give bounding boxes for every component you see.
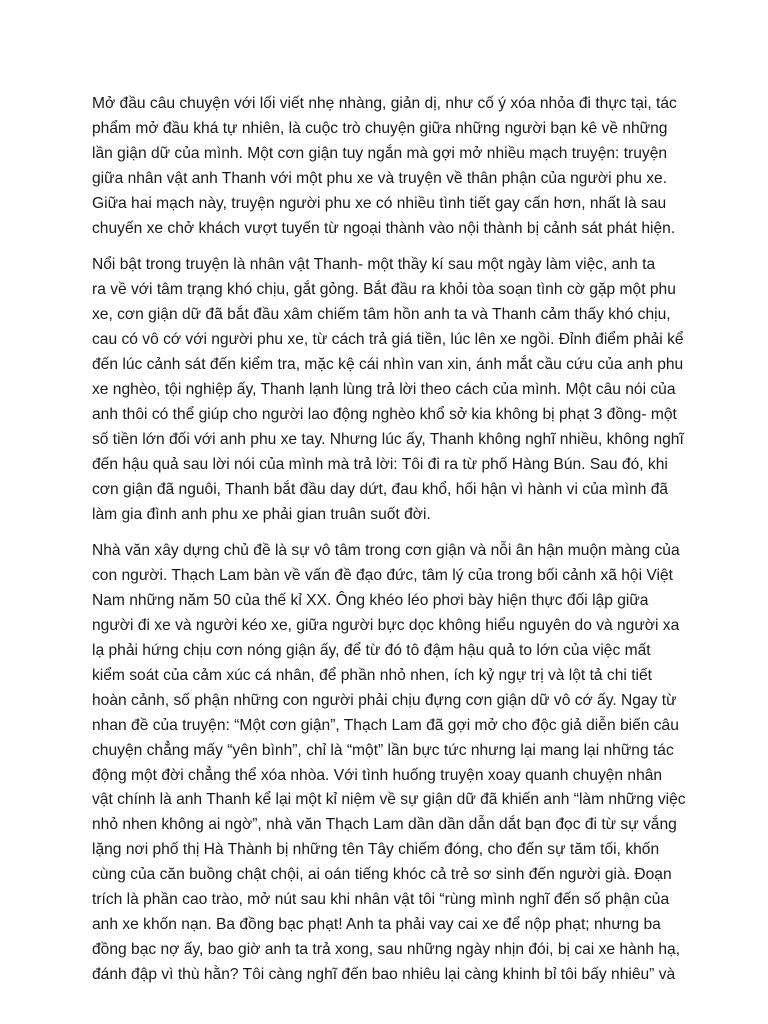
document-body <box>92 92 688 988</box>
paragraph-intro: Mở đầu câu chuyện với lối viết nhẹ nhàng, giản dị, như cố ý xóa nhỏa đi thực tại, tác phẩm mở đầu khá tự nhiên, là cuộc trò chuyện giữa những người bạn kê về những lần giận dữ của mình. Một cơn giận tuy ngắn mà gợi mở nhiều mạch truyện: truyện giữa nhân vật anh Thanh với một phu xe và truyện về thân phận của người phu xe. Giữa hai mạch này, truyện người phu xe có nhiều tình tiết gay cấn hơn, nhất là sau chuyến xe chở khách vượt tuyến từ ngoại thành vào nội thành bị cảnh sát phát hiện. <box>92 95 677 237</box>
paragraph-theme: Nhà văn xây dựng chủ đề là sự vô tâm trong cơn giận và nỗi ân hận muộn màng của con người. Thạch Lam bàn về vấn đề đạo đức, tâm lý của trong bối cảnh xã hội Việt Nam những năm 50 của thế kỉ XX. Ông khéo léo phơi bày hiện thực đối lập giữa người đi xe và người kéo xe, giữa người bực dọc không hiểu nguyên do và người xa lạ phải hứng chịu cơn nóng giận ấy, để từ đó tô đậm hậu quả to lớn của việc mất kiểm soát của cảm xúc cá nhân, để phần nhỏ nhen, ích kỷ ngự trị và lột tả chi tiết hoàn cảnh, số phận những con người phải chịu đựng cơn giận dữ vô cớ ấy. Ngay từ nhan đề của truyện: “Một cơn giận”, Thạch Lam đã gợi mở cho độc giả diễn biến câu chuyện chẳng mấy “yên bình”, chỉ là “một” lần bực tức nhưng lại mang lại những tác động một đời chẳng thể xóa nhòa. Với tình huống truyện xoay quanh chuyện nhân vật chính là anh Thanh kể lại một kỉ niệm về sự giận dữ đã khiến anh “làm những việc nhỏ nhen không ai ngờ”, nhà văn Thạch Lam dần dần dẫn dắt bạn đọc đi từ sự vắng lặng nơi phố thị Hà Thành bị những tên Tây chiếm đóng, cho đến sự tăm tối, khốn cùng của căn buồng chật chội, ai oán tiếng khóc cả trẻ sơ sinh đến người già. Đoạn trích là phần cao trào, mở nút sau khi nhân vật tôi “rùng mình nghĩ đến số phận của anh xe khốn nạn. Ba đồng bạc phạt! Anh ta phải vay cai xe để nộp phạt; nhưng ba đồng bạc nợ ấy, bao giờ anh ta trả xong, sau những ngày nhịn đói, bị cai xe hành hạ, đánh đập vì thù hằn? Tôi càng nghĩ đến bao nhiêu lại càng khinh bỉ tôi bấy nhiêu” và <box>92 542 686 983</box>
paragraph-thanh-character: Nổi bật trong truyện là nhân vật Thanh- một thầy kí sau một ngày làm việc, anh ta ra về với tâm trạng khó chịu, gắt gỏng. Bắt đầu ra khỏi tòa soạn tình cờ gặp một phu xe, cơn giận dữ đã bắt đầu xâm chiếm tâm hồn anh ta và Thanh cảm thấy khó chịu, cau có vô cớ với người phu xe, từ cách trả giá tiền, lúc lên xe ngồi. Đỉnh điểm phải kể đến lúc cảnh sát đến kiểm tra, mặc kệ cái nhìn van xin, ánh mắt cầu cứu của anh phu xe nghèo, tội nghiệp ấy, Thanh lạnh lùng trả lời theo cách của mình. Một câu nói của anh thôi có thể giúp cho người lao động nghèo khổ sở kia không bị phạt 3 đồng- một số tiền lớn đối với anh phu xe tay. Nhưng lúc ấy, Thanh không nghĩ nhiều, không nghĩ đến hậu quả sau lời nói của mình mà trả lời: Tôi đi ra từ phố Hàng Bún. Sau đó, khi cơn giận đã nguôi, Thanh bắt đầu day dứt, đau khổ, hối hận vì hành vi của mình đã làm gia đình anh phu xe phải gian truân suốt đời. <box>92 256 684 523</box>
